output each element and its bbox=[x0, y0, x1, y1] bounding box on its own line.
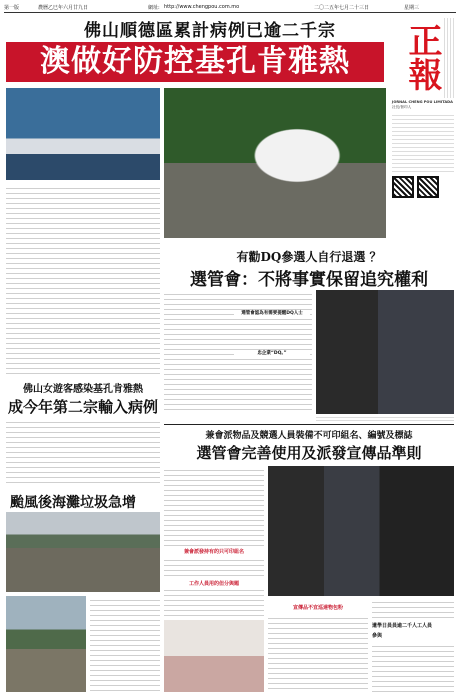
bottom-story-body bbox=[164, 466, 264, 616]
qr-code-icon bbox=[417, 176, 439, 198]
masthead-fineprint bbox=[392, 112, 454, 172]
website-label: 網址: bbox=[148, 4, 160, 11]
lunar-date: 農曆乙巳年六月廿九日 bbox=[38, 4, 89, 11]
publisher-role: 社長/督印人 bbox=[392, 105, 412, 109]
middle-kicker: 有勸DQ參選人自行退選 ？ bbox=[236, 250, 382, 264]
press-conference-photo bbox=[6, 88, 160, 180]
left-story-2-body bbox=[6, 418, 160, 484]
weekday: 星期三 bbox=[404, 4, 420, 11]
left-story-2-kicker: 佛山女遊客感染基孔肯雅熱 bbox=[23, 384, 143, 395]
leaflet-photo bbox=[164, 620, 264, 692]
middle-headline: 選管會：不將事實保留追究權利 bbox=[190, 270, 428, 290]
beach-litter-photo bbox=[6, 512, 160, 592]
lead-story-body bbox=[6, 184, 160, 374]
top-info-bar bbox=[4, 2, 456, 13]
lead-headline: 澳做好防控基孔肯雅熱 bbox=[6, 42, 384, 82]
right-column-body bbox=[372, 642, 454, 692]
masthead-title-text: 正報 bbox=[402, 23, 442, 91]
bottom-subhead-1: 兼會派發持有的只可印組名 bbox=[164, 548, 264, 556]
masthead-info bbox=[392, 100, 454, 250]
left-story-3-headline: 颱風後海灘垃圾急增 bbox=[10, 495, 136, 511]
bottom-story-divider bbox=[164, 424, 454, 425]
beach-workers-photo bbox=[6, 596, 86, 692]
election-press-photo bbox=[268, 466, 454, 596]
middle-subhead-2: 忠企業“DQ。” bbox=[234, 350, 310, 358]
left-story-2-headline: 成今年第二宗輸入病例 bbox=[7, 398, 158, 416]
bottom-kicker: 兼會派物品及競選人員裝備不可印組名、編號及標誌 bbox=[205, 431, 413, 441]
right-column-intro bbox=[372, 598, 454, 618]
officials-photo bbox=[316, 290, 454, 414]
qr-code-icon bbox=[392, 176, 414, 198]
issue-date: 二〇二五年七月二十三日 bbox=[314, 4, 370, 11]
middle-subhead-1: 選管會認為有需要提醒DQ人士 bbox=[234, 310, 310, 318]
right-column-headline: 遺學日員員逾二千人工人員 bbox=[372, 623, 433, 629]
page-number: 第一版 bbox=[4, 4, 20, 11]
left-story-3-body bbox=[90, 596, 160, 692]
right-column-subhead: 參與 bbox=[372, 633, 383, 639]
publisher-line: JORNAL CHENG POU LIMITADA bbox=[392, 100, 453, 104]
masthead-side-text bbox=[442, 18, 454, 98]
bottom-story-col-3 bbox=[268, 614, 368, 692]
bottom-headline: 選管會完善使用及派發宣傳品準則 bbox=[196, 444, 422, 462]
bottom-subhead-2: 工作人員用的但分與題 bbox=[164, 580, 264, 588]
lead-kicker: 佛山順德區累計病例已逾二千宗 bbox=[84, 21, 336, 41]
fumigation-photo bbox=[164, 88, 386, 238]
website-link[interactable]: http://www.chengpou.com.mo bbox=[164, 4, 240, 10]
officials-photo-caption bbox=[316, 415, 454, 421]
bottom-subhead-3: 宣傳品不宜巡達物包粉 bbox=[292, 605, 343, 611]
